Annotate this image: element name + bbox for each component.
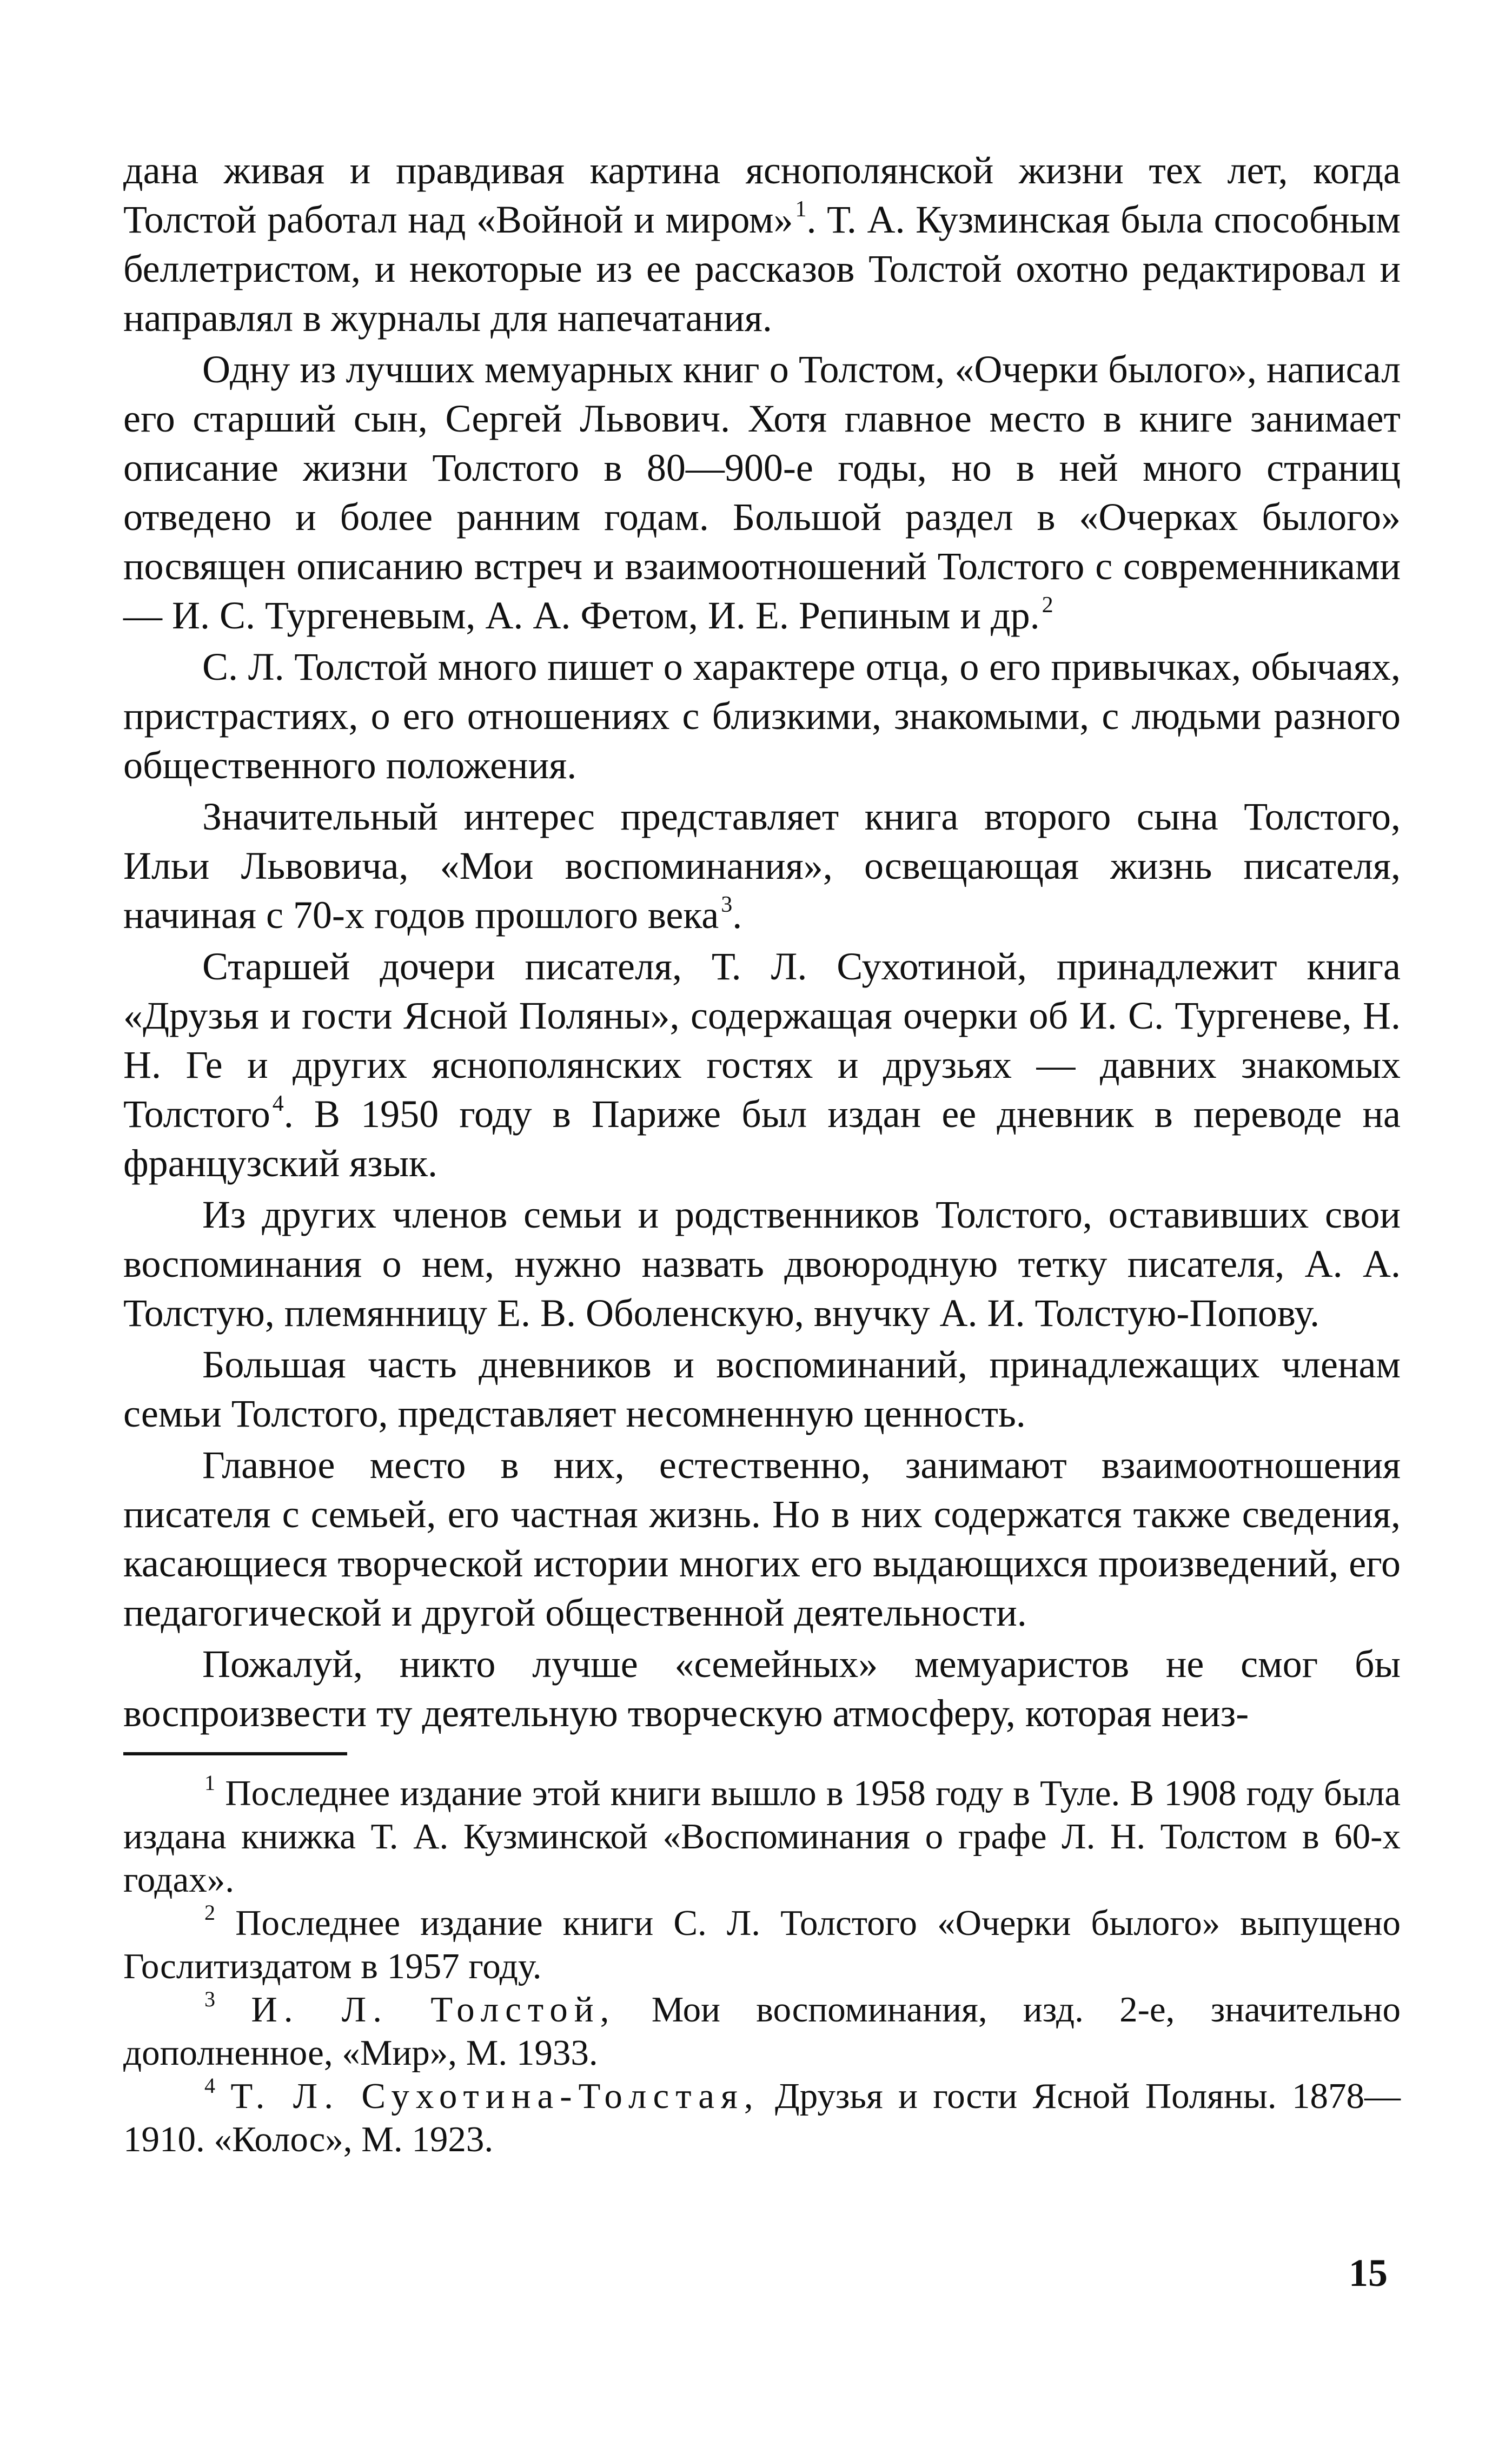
footnote-4-text: Друзья и гости Ясной Поляны. 1878—1910. «Колос», М. 1923. — [123, 2076, 1401, 2159]
paragraph-4-continued: . — [732, 893, 742, 937]
paragraph-1-continued: . Т. А. Кузминская была способным беллетристом, и некоторые из ее рассказов Толстой охотно редактировал и направлял в журналы для напечатания. — [123, 198, 1401, 340]
paragraph-4-text: Значительный интерес представляет книга второго сына Толстого, Ильи Львовича, «Мои воспоминания», освещающая жизнь писателя, начиная с 70-х годов прошлого века — [123, 795, 1401, 937]
footnote-4 — [123, 2074, 1401, 2161]
footnote-3-number: 3 — [204, 1987, 215, 2011]
paragraph-5-continued: . В 1950 году в Париже был издан ее дневник в переводе на французский язык. — [123, 1092, 1401, 1185]
paragraph-6: Из других членов семьи и родственников Толстого, оставивших свои воспоминания о нем, нужно назвать двоюродную тетку писателя, А. А. Толстую, племянницу Е. В. Оболенскую, внучку А. И. Толстую-Попову. — [123, 1193, 1401, 1335]
main-text — [123, 146, 1401, 1738]
paragraph-5 — [123, 942, 1401, 1188]
footnote-4-number: 4 — [204, 2073, 215, 2098]
paragraph-5-text: Старшей дочери писателя, Т. Л. Сухотиной, принадлежит книга «Друзья и гости Ясной Поляны», содержащая очерки об И. С. Тургеневе, Н. Н. Ге и других яснополянских гостях и друзьях — давних знакомых Толстого — [123, 945, 1401, 1136]
paragraph-7: Большая часть дневников и воспоминаний, принадлежащих членам семьи Толстого, представляет несомненную ценность. — [123, 1343, 1401, 1435]
footnote-3 — [123, 1988, 1401, 2074]
paragraph-4 — [123, 792, 1401, 940]
footnote-1-number: 1 — [204, 1771, 215, 1795]
paragraph-1-text: дана живая и правдивая картина яснополянской жизни тех лет, когда Толстой работал над «Войной и миром» — [123, 149, 1401, 241]
footnote-divider — [123, 1752, 347, 1755]
footnote-1 — [123, 1772, 1401, 1901]
footnote-3-text: Мои воспоминания, изд. 2-е, значительно дополненное, «Мир», М. 1933. — [123, 1990, 1401, 2073]
paragraph-8: Главное место в них, естественно, занимают взаимоотношения писателя с семьей, его частная жизнь. Но в них содержатся также сведения, касающиеся творческой истории многих его выдающихся произведений, его педагогической и другой общественной деятельности. — [123, 1443, 1401, 1634]
footnotes — [123, 1772, 1401, 2161]
footnote-1-text: Последнее издание этой книги вышло в 1958 году в Туле. В 1908 году была издана книжка Т. А. Кузминской «Воспоминания о графе Л. Н. Толстом в 60-х годах». — [123, 1773, 1401, 1900]
footnote-ref-3: 3 — [721, 892, 733, 917]
paragraph-1 — [123, 146, 1401, 343]
footnote-ref-2: 2 — [1042, 593, 1053, 618]
footnote-2 — [123, 1901, 1401, 1988]
book-page — [123, 146, 1401, 2161]
footnote-4-author: Т. Л. Сухотина-Толстая, — [230, 2076, 760, 2116]
paragraph-2-text: Одну из лучших мемуарных книг о Толстом, «Очерки былого», написал его старший сын, Сергей Львович. Хотя главное место в книге занимает описание жизни Толстого в 80—900-е годы, но в ней много страниц отведено и более ранним годам. Большой раздел в «Очерках былого» посвящен описанию встреч и взаимоотношений Толстого с современниками — И. С. Тургеневым, А. А. Фетом, И. Е. Репиным и др. — [123, 348, 1401, 637]
footnote-ref-1: 1 — [795, 197, 807, 222]
paragraph-3: С. Л. Толстой много пишет о характере отца, о его привычках, обычаях, пристрастиях, о его отношениях с близкими, знакомыми, с людьми разного общественного положения. — [123, 645, 1401, 787]
paragraph-9: Пожалуй, никто лучше «семейных» мемуаристов не смог бы воспроизвести ту деятельную творческую атмосферу, которая неиз- — [123, 1642, 1401, 1735]
page-number: 15 — [1349, 2251, 1388, 2295]
footnote-2-number: 2 — [204, 1900, 215, 1925]
paragraph-2 — [123, 345, 1401, 640]
footnote-ref-4: 4 — [272, 1091, 284, 1116]
footnote-2-text: Последнее издание книги С. Л. Толстого «Очерки былого» выпущено Гослитиздатом в 1957 году. — [123, 1903, 1401, 1986]
footnote-3-author: И. Л. Толстой, — [251, 1990, 616, 2030]
